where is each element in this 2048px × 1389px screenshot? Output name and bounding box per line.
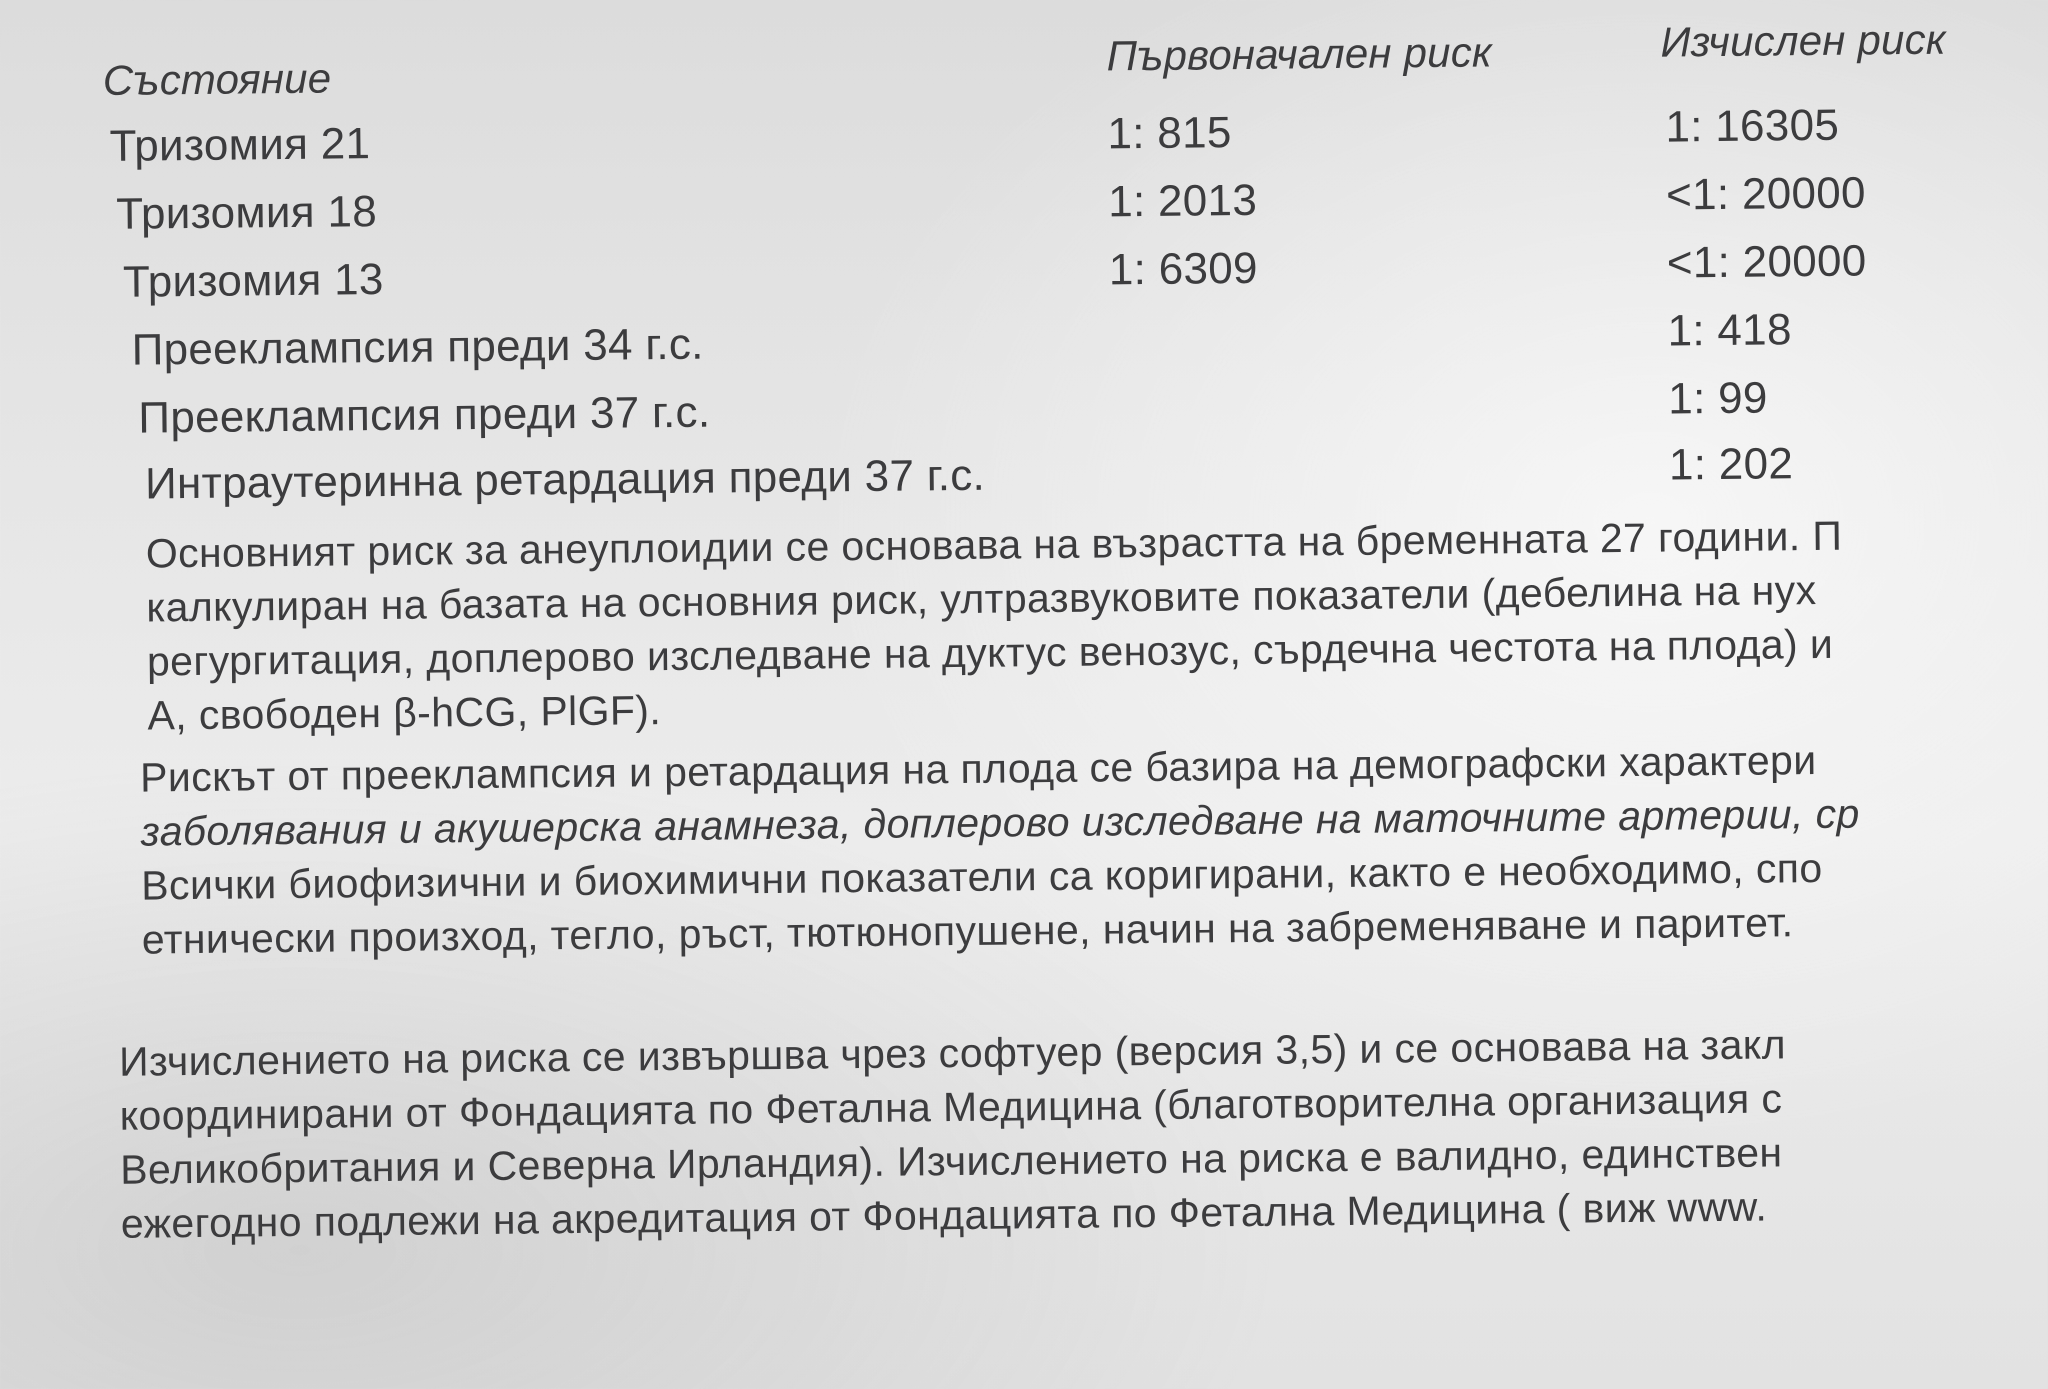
condition-cell: Тризомия 18 [115,187,378,239]
column-header-calculated-risk: Изчислен риск [1660,15,1947,66]
paragraph-line: А, свободен β-hCG, PlGF). [147,687,662,739]
paragraph-line: координирани от Фондацията по Фетална Медицина (благотворителна организация с [119,1075,1783,1139]
initial-risk-cell: 1: 2013 [1107,175,1258,227]
paragraph-software-note [119,1017,1788,1250]
table-row [145,440,2046,520]
calculated-risk-cell: 1: 418 [1667,305,1792,356]
paragraph-line: ежегодно подлежи на акредитация от Фондацията по Фетална Медицина ( виж www. [120,1183,1768,1247]
paragraph-line: Рискът от прееклампсия и ретардация на плода се базира на демографски характери [139,737,1817,801]
paragraph-line: етнически произход, тегло, ръст, тютюнопушене, начин на забременяване и паритет. [141,899,1794,963]
calculated-risk-cell: 1: 99 [1668,373,1768,424]
paragraph-line: регургитация, доплерово изследване на дуктус венозус, сърдечна честота на плода) и [146,620,1834,685]
paragraph-line: заболявания и акушерска анамнеза, доплерово изследване на маточните артерии, ср [140,790,1860,855]
initial-risk-cell: 1: 6309 [1108,243,1259,295]
condition-cell: Тризомия 13 [122,254,384,307]
calculated-risk-cell: <1: 20000 [1666,236,1867,288]
paragraph-preeclampsia-basis [140,733,1861,967]
calculated-risk-cell: <1: 20000 [1665,168,1867,220]
column-header-initial-risk: Първоначален риск [1106,28,1493,80]
paragraph-line: Всички биофизични и биохимични показатели са коригирани, както е необходимо, спо [141,844,1823,909]
paragraph-line: калкулиран на базата на основния риск, ултразвуковите показатели (дебелина на нух [146,567,1817,631]
condition-cell: Тризомия 21 [109,119,371,171]
calculated-risk-cell: 1: 16305 [1665,100,1840,152]
calculated-risk-cell: 1: 202 [1668,439,1794,490]
initial-risk-cell: 1: 815 [1107,108,1232,159]
column-header-condition: Състояние [102,54,332,104]
paragraph-line: Основният риск за анеуплоидии се основава на възрастта на бременната 27 години. П [145,512,1843,577]
paragraph-line: Изчислението на риска се извършва чрез софтуер (версия 3,5) и се основава на закл [118,1021,1787,1085]
condition-cell: Прееклампсия преди 37 г.с. [138,387,711,443]
condition-cell: Прееклампсия преди 34 г.с. [131,319,704,375]
paragraph-aneuploidy-basis [146,509,1845,743]
condition-cell: Интраутеринна ретардация преди 37 г.с. [144,450,986,509]
paragraph-line: Великобритания и Северна Ирландия). Изчислението на риска е валидно, единствен [120,1129,1783,1193]
